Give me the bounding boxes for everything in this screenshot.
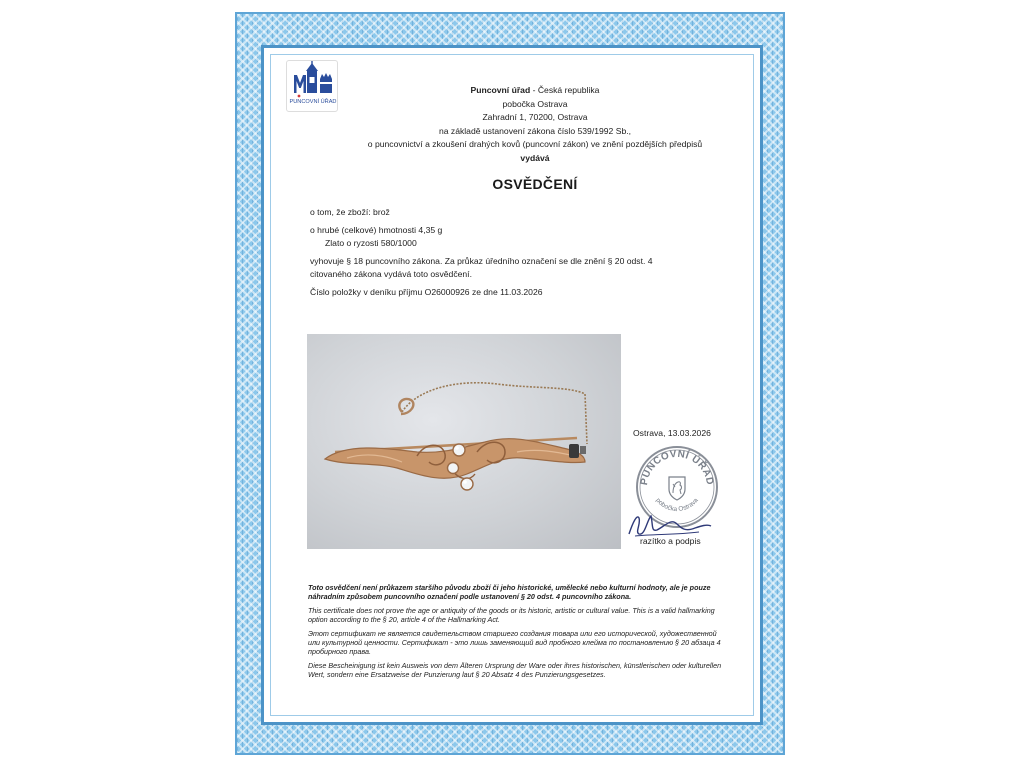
record-number-line: Číslo položky v deníku příjmu O26000926 ze dne 11.03.2026 [310,287,543,297]
law-line-1: na základě ustanovení zákona číslo 539/1992 Sb., [438,125,632,136]
issuing-office-country: - Česká republika [530,85,600,95]
law-line-2: o puncovnictví a zkoušení drahých kovů (puncovní zákon) ve znění pozdějších předpisů [367,139,703,149]
gold-brooch-photo [307,334,621,549]
place-date: Ostrava, 13.03.2026 [633,428,711,438]
disclaimer-en: This certificate does not prove the age or antiquity of the goods or its historic, artistic or cultural value. This is a valid hallmarking option according to the § 20, article 4 of the Hallmarking Act. [308,605,715,625]
stamp-top-text: PUNCOVNÍ ÚŘAD [638,448,716,486]
stamp-bottom-text: pobočka Ostrava [654,496,700,514]
branch-line: pobočka Ostrava [502,98,568,109]
issues-line: vydává [520,152,550,163]
item-line: o tom, že zboží: brož [310,207,390,217]
metal-purity-line: Zlato o ryzosti 580/1000 [325,238,417,248]
issuing-office-name: Puncovní úřad [470,85,531,95]
svg-text:PUNCOVNÍ ÚŘAD [639,449,715,486]
weight-line: o hrubé (celkové) hmotnosti 4,35 g [310,225,443,235]
compliance-line-2: citovaného zákona vydává toto osvědčení. [310,269,472,279]
logo-label: PUNCOVNÍ ÚŘAD [289,99,337,105]
disclaimer-cz: Toto osvědčení není průkazem staršího původu zboží či jeho historické, umělecké nebo kulturní hodnoty, ale je pouze náhradním způsobem puncovního označení podle ustanovení § 20 odst. 4 puncovního zákona. [308,583,711,602]
disclaimer-block [308,583,728,684]
document-title: OSVĚDČENÍ [492,176,578,192]
disclaimer-ru: Этот сертификат не является свидетельством старшего создания товара или его исторической, художественной или культурной ценности. Сертификат - это лишь заменяющий вид пробного клейма по постановлению § 20 абзаца 4 пробирного права. [308,628,721,657]
lion-shield-icon [669,477,685,500]
issuing-office-line [300,84,770,98]
disclaimer-de: Diese Bescheinigung ist kein Ausweis von dem Älteren Ursprung der Ware oder ihres historischen, künstlerischen oder kulturellen Wert, sondern eine Ersatzweise der Punzierung laut § 20 Absatz 4 des Punzierungsgesetzes. [308,660,722,680]
compliance-line-1: vyhovuje § 18 puncovního zákona. Za průkaz úředního označení se dle znění § 20 odst. 4 [310,256,653,266]
brooch-illustration [307,334,621,549]
stamp-and-signature-label: razítko a podpis [640,536,701,546]
certificate-header [300,84,770,165]
address-line: Zahradní 1, 70200, Ostrava [482,112,588,122]
